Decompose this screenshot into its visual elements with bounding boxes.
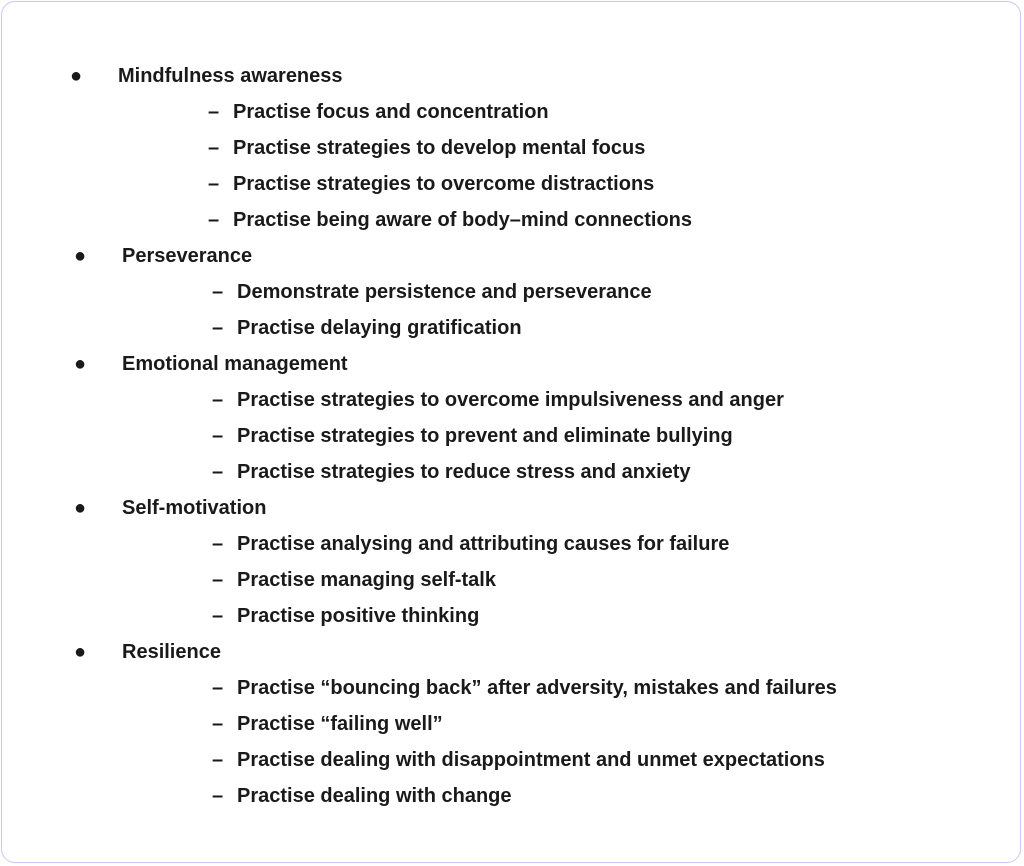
list-item-text: Practise being aware of body–mind connections <box>233 209 692 231</box>
list-item-text: Practise strategies to prevent and eliminate bullying <box>237 425 733 447</box>
sub-list <box>2 531 1022 639</box>
dash-icon: – <box>212 749 224 771</box>
sub-list <box>2 387 1022 495</box>
section-emotional-management <box>2 351 1022 495</box>
list-item-text: Practise analysing and attributing causes for failure <box>237 533 730 555</box>
dash-icon: – <box>212 785 224 807</box>
section-perseverance <box>2 243 1022 351</box>
bullet-icon: ● <box>70 65 83 87</box>
section-heading: Perseverance <box>122 245 253 267</box>
list-item-text: Practise delaying gratification <box>237 317 522 339</box>
list-item-text: Practise positive thinking <box>237 605 480 627</box>
section-heading-row <box>2 243 1022 279</box>
section-heading-row <box>2 351 1022 387</box>
list-item <box>2 279 1022 315</box>
document-card <box>1 1 1021 863</box>
dash-icon: – <box>212 677 224 699</box>
bullet-icon: ● <box>74 641 87 663</box>
list-item-text: Practise “bouncing back” after adversity, mistakes and failures <box>237 677 837 699</box>
list-item <box>2 207 1022 243</box>
section-heading: Resilience <box>122 641 221 663</box>
list-item <box>2 747 1022 783</box>
list-item <box>2 423 1022 459</box>
dash-icon: – <box>208 173 220 195</box>
section-self-motivation <box>2 495 1022 639</box>
dash-icon: – <box>212 533 224 555</box>
bullet-icon: ● <box>74 245 87 267</box>
list-item-text: Practise strategies to develop mental focus <box>233 137 646 159</box>
list-item <box>2 135 1022 171</box>
list-item <box>2 603 1022 639</box>
list-item <box>2 567 1022 603</box>
bullet-icon: ● <box>74 353 87 375</box>
list-item <box>2 387 1022 423</box>
list-item <box>2 99 1022 135</box>
section-heading-row <box>2 495 1022 531</box>
list-item <box>2 459 1022 495</box>
dash-icon: – <box>212 389 224 411</box>
list-item <box>2 783 1022 819</box>
dash-icon: – <box>212 605 224 627</box>
section-mindfulness-awareness <box>2 63 1022 243</box>
dash-icon: – <box>212 569 224 591</box>
section-heading: Self-motivation <box>122 497 267 519</box>
section-heading-row <box>2 63 1022 99</box>
sub-list <box>2 279 1022 351</box>
list-item <box>2 531 1022 567</box>
section-resilience <box>2 639 1022 819</box>
sub-list <box>2 675 1022 819</box>
bullet-icon: ● <box>74 497 87 519</box>
dash-icon: – <box>212 713 224 735</box>
section-heading: Mindfulness awareness <box>118 65 343 87</box>
dash-icon: – <box>212 317 224 339</box>
list-item-text: Practise strategies to overcome impulsiveness and anger <box>237 389 784 411</box>
list-item-text: Practise dealing with disappointment and unmet expectations <box>237 749 825 771</box>
dash-icon: – <box>208 101 220 123</box>
dash-icon: – <box>208 209 220 231</box>
dash-icon: – <box>208 137 220 159</box>
list-item-text: Practise dealing with change <box>237 785 512 807</box>
list-item-text: Practise strategies to reduce stress and anxiety <box>237 461 691 483</box>
list-item-text: Practise focus and concentration <box>233 101 549 123</box>
list-item-text: Practise “failing well” <box>237 713 443 735</box>
list-item <box>2 171 1022 207</box>
list-item <box>2 711 1022 747</box>
sub-list <box>2 99 1022 243</box>
list-item <box>2 675 1022 711</box>
skills-outline <box>2 63 1022 819</box>
list-item-text: Practise strategies to overcome distractions <box>233 173 655 195</box>
dash-icon: – <box>212 281 224 303</box>
list-item <box>2 315 1022 351</box>
list-item-text: Demonstrate persistence and perseverance <box>237 281 652 303</box>
list-item-text: Practise managing self-talk <box>237 569 496 591</box>
section-heading-row <box>2 639 1022 675</box>
dash-icon: – <box>212 425 224 447</box>
section-heading: Emotional management <box>122 353 348 375</box>
dash-icon: – <box>212 461 224 483</box>
